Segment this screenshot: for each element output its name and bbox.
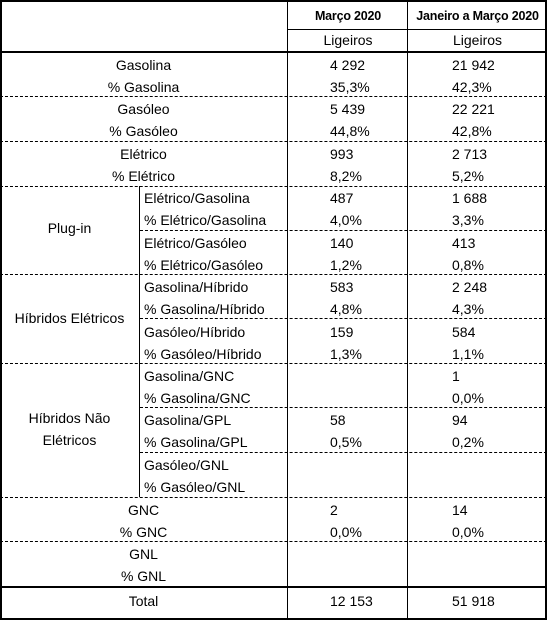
cell-marco-2020: 487 (330, 190, 354, 206)
row-label: Gasolina/Híbrido (144, 279, 249, 295)
cell-marco-2020: 0,0% (330, 524, 362, 540)
cell-marco-2020: 58 (330, 412, 346, 428)
group-label-hibridos-nao-eletricos-line2: Elétricos (42, 432, 97, 448)
cell-jan-mar-2020: 51 918 (452, 593, 495, 609)
cell-jan-mar-2020: 1 688 (452, 190, 488, 206)
cell-marco-2020: 2 (330, 502, 338, 518)
row-label: Total (128, 593, 159, 609)
group-label-hibridos-nao-eletricos: Híbridos Não (28, 410, 111, 426)
row-label: Gasóleo/Híbrido (144, 324, 246, 340)
cell-jan-mar-2020: 413 (452, 235, 476, 251)
cell-jan-mar-2020: 0,0% (452, 524, 484, 540)
separator-plugin-sub (140, 230, 547, 231)
cell-jan-mar-2020: 5,2% (452, 168, 484, 184)
row-label: GNL (129, 546, 158, 562)
cell-marco-2020: 35,3% (330, 79, 370, 95)
header-col2-title: Janeiro a Março 2020 (416, 9, 539, 23)
row-label: % Gasóleo (109, 123, 178, 139)
cell-marco-2020: 5 439 (330, 101, 366, 117)
row-label: % Elétrico/Gasolina (144, 212, 267, 228)
row-label: Gasolina (115, 57, 172, 73)
cell-marco-2020: 8,2% (330, 168, 362, 184)
col-divider-1 (287, 0, 288, 620)
cell-marco-2020: 4 292 (330, 57, 366, 73)
cell-jan-mar-2020: 2 713 (452, 146, 488, 162)
cell-jan-mar-2020: 14 (452, 502, 468, 518)
row-label: % GNL (120, 568, 167, 584)
cell-marco-2020: 993 (330, 146, 354, 162)
header-bottom-line (0, 51, 547, 53)
separator-nao-eletricos (0, 363, 547, 364)
cell-jan-mar-2020: 1,1% (452, 346, 484, 362)
cell-jan-mar-2020: 0,0% (452, 390, 484, 406)
row-label: % Gasolina/GNC (144, 390, 251, 406)
cell-jan-mar-2020: 21 942 (452, 57, 495, 73)
row-label: Gasolina/GNC (144, 368, 235, 384)
row-label: % Elétrico/Gasóleo (144, 257, 264, 273)
cell-marco-2020: 583 (330, 279, 354, 295)
separator-hibridos-sub (140, 318, 547, 319)
frame-bottom (0, 618, 547, 620)
row-label: % Gasóleo/GNL (144, 479, 246, 495)
row-label: % Gasolina/Híbrido (144, 301, 265, 317)
separator-total (0, 586, 547, 588)
separator-gnl-sub (140, 452, 547, 453)
cell-jan-mar-2020: 42,8% (452, 123, 492, 139)
cell-marco-2020: 159 (330, 324, 354, 340)
cell-jan-mar-2020: 3,3% (452, 212, 484, 228)
row-label: Gasóleo (117, 101, 170, 117)
cell-marco-2020: 1,3% (330, 346, 362, 362)
group-subdivider (139, 186, 140, 497)
header-col1-title: Março 2020 (314, 9, 382, 23)
separator-gnc (0, 497, 547, 498)
separator-gasoleo (0, 96, 547, 97)
row-label: GNC (127, 502, 160, 518)
cell-jan-mar-2020: 0,8% (452, 257, 484, 273)
cell-marco-2020: 4,0% (330, 212, 362, 228)
cell-jan-mar-2020: 2 248 (452, 279, 488, 295)
cell-jan-mar-2020: 4,3% (452, 301, 484, 317)
cell-marco-2020: 140 (330, 235, 354, 251)
row-label: Elétrico (120, 146, 167, 162)
row-label: % Gasolina/GPL (144, 434, 248, 450)
cell-marco-2020: 4,8% (330, 301, 362, 317)
row-label: Elétrico/Gasolina (144, 190, 250, 206)
cell-jan-mar-2020: 94 (452, 412, 468, 428)
group-label-plugin: Plug-in (47, 220, 92, 236)
cell-marco-2020: 1,2% (330, 257, 362, 273)
cell-jan-mar-2020: 1 (452, 368, 460, 384)
cell-marco-2020: 0,5% (330, 434, 362, 450)
frame-top (0, 0, 547, 2)
row-label: % GNC (119, 524, 168, 540)
cell-jan-mar-2020: 584 (452, 324, 476, 340)
header-col1-subtitle: Ligeiros (323, 32, 373, 48)
row-label: % Gasolina (107, 79, 180, 95)
header-col2-subtitle: Ligeiros (452, 32, 503, 48)
row-label: % Elétrico (111, 168, 176, 184)
cell-marco-2020: 12 153 (330, 593, 373, 609)
cell-jan-mar-2020: 22 221 (452, 101, 495, 117)
separator-gpl (140, 407, 547, 408)
cell-marco-2020: 44,8% (330, 123, 370, 139)
separator-plugin (0, 186, 547, 187)
cell-jan-mar-2020: 42,3% (452, 79, 492, 95)
separator-hibridos (0, 274, 547, 275)
row-label: % Gasóleo/Híbrido (144, 346, 262, 362)
header-sub-line (288, 29, 546, 30)
row-label: Elétrico/Gasóleo (144, 235, 247, 251)
cell-jan-mar-2020: 0,2% (452, 434, 484, 450)
separator-gnl (0, 541, 547, 542)
separator-eletrico (0, 141, 547, 142)
row-label: Gasóleo/GNL (144, 457, 229, 473)
row-label: Gasolina/GPL (144, 412, 232, 428)
group-label-hibridos-eletricos: Híbridos Elétricos (14, 310, 125, 326)
